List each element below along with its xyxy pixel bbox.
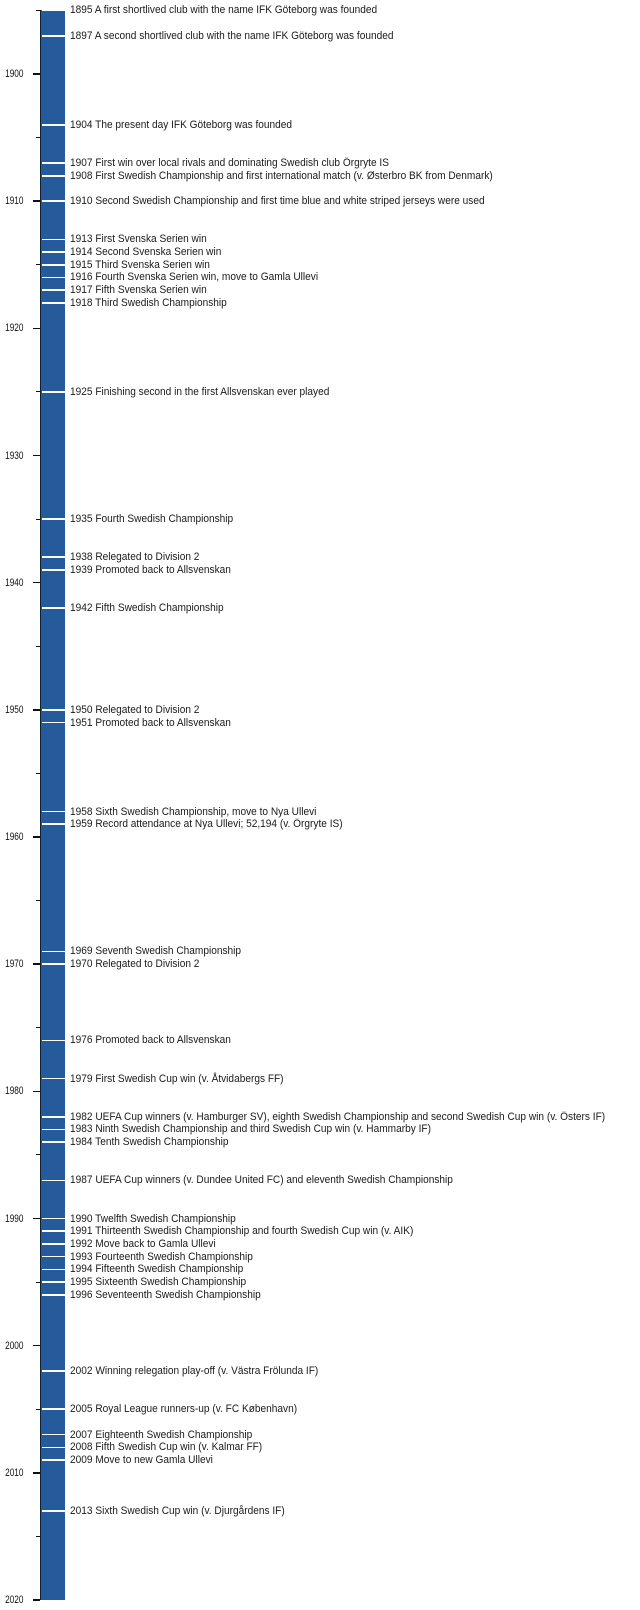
event-year: 1987	[70, 1174, 93, 1187]
major-tick	[33, 1218, 40, 1219]
event-year: 2008	[70, 1441, 93, 1454]
event-text: Second Swedish Championship and first time blue and white striped jerseys were used	[95, 195, 485, 208]
event-text: Fifth Swedish Cup win (v. Kalmar FF)	[95, 1441, 263, 1454]
event-year: 1990	[70, 1212, 93, 1225]
event-text: Relegated to Division 2	[95, 958, 200, 971]
event-year: 1994	[70, 1263, 93, 1276]
event-text: Tenth Swedish Championship	[95, 1136, 229, 1149]
minor-tick	[36, 1154, 40, 1155]
event-line	[42, 1129, 66, 1131]
event-text: Fourth Swedish Championship	[95, 513, 234, 526]
year-label: 1900	[4, 68, 23, 80]
year-label: 1930	[4, 449, 23, 462]
event-text: Seventeenth Swedish Championship	[95, 1288, 261, 1301]
event-text: Relegated to Division 2	[95, 703, 200, 716]
event-label	[70, 1454, 213, 1466]
event-year: 2007	[70, 1428, 93, 1441]
event-text: Second Svenska Serien win	[95, 246, 222, 259]
event-line	[42, 1218, 66, 1220]
event-year: 1907	[70, 157, 93, 170]
event-line	[42, 289, 66, 291]
event-line	[42, 391, 66, 393]
event-year: 1995	[70, 1276, 93, 1289]
event-label	[70, 30, 394, 42]
event-text: Promoted back to Allsvenskan	[95, 1034, 231, 1047]
event-year: 1895	[70, 4, 93, 17]
event-text: Record attendance at Nya Ullevi; 52,194 (v. Örgryte IS)	[95, 818, 343, 831]
event-text: Eighteenth Swedish Championship	[95, 1428, 253, 1441]
event-label	[70, 284, 207, 296]
major-tick	[33, 582, 40, 583]
event-year: 1910	[70, 195, 93, 208]
event-year: 1979	[70, 1072, 93, 1085]
year-label: 1990	[4, 1212, 23, 1225]
event-label	[70, 1034, 231, 1046]
major-tick	[33, 1345, 40, 1346]
event-year: 1942	[70, 602, 93, 615]
event-text: Thirteenth Swedish Championship and fourth Swedish Cup win (v. AIK)	[95, 1225, 414, 1238]
event-line	[42, 1141, 66, 1143]
event-line	[42, 10, 66, 12]
event-line	[42, 1040, 66, 1042]
timeline-bar	[40, 10, 65, 1600]
event-year: 1976	[70, 1034, 93, 1047]
event-label	[70, 4, 377, 16]
event-year: 1992	[70, 1237, 93, 1250]
major-tick	[33, 200, 40, 201]
event-text: Fourth Svenska Serien win, move to Gamla Ullevi	[95, 271, 319, 284]
year-label: 1940	[4, 576, 23, 589]
event-line	[42, 811, 66, 813]
event-line	[42, 1294, 66, 1296]
event-text: Royal League runners-up (v. FC København)	[95, 1403, 298, 1416]
event-label	[70, 1365, 318, 1377]
minor-tick	[36, 519, 40, 520]
major-tick	[33, 1599, 40, 1600]
minor-tick	[36, 773, 40, 774]
event-year: 1904	[70, 118, 93, 131]
event-line	[42, 277, 66, 279]
event-label	[70, 297, 227, 309]
major-tick	[33, 1091, 40, 1092]
event-label	[70, 1276, 246, 1288]
event-year: 2009	[70, 1454, 93, 1467]
event-label	[70, 246, 221, 258]
event-year: 1983	[70, 1123, 93, 1136]
event-text: Twelfth Swedish Championship	[95, 1212, 236, 1225]
event-year: 1959	[70, 818, 93, 831]
minor-tick	[36, 391, 40, 392]
year-label: 1950	[4, 703, 23, 716]
event-label	[70, 1174, 453, 1186]
event-line	[42, 1434, 66, 1436]
event-label	[70, 1136, 228, 1148]
year-label: 2000	[4, 1339, 23, 1352]
event-line	[42, 1370, 66, 1372]
event-label	[70, 1441, 262, 1453]
event-label	[70, 259, 210, 271]
event-label	[70, 818, 343, 830]
event-label	[70, 1251, 253, 1263]
event-line	[42, 1116, 66, 1118]
event-label	[70, 157, 389, 169]
event-year: 1914	[70, 246, 93, 259]
minor-tick	[36, 10, 40, 11]
event-label	[70, 1263, 243, 1275]
major-tick	[33, 709, 40, 710]
event-text: A second shortlived club with the name IFK Göteborg was founded	[94, 29, 394, 42]
event-text: Move to new Gamla Ullevi	[95, 1454, 213, 1467]
event-label	[70, 271, 318, 283]
event-text: Move back to Gamla Ullevi	[95, 1237, 216, 1250]
event-line	[42, 1180, 66, 1182]
major-tick	[33, 963, 40, 964]
major-tick	[33, 328, 40, 329]
event-line	[42, 951, 66, 953]
event-line	[42, 1230, 66, 1232]
event-line	[42, 556, 66, 558]
event-line	[42, 722, 66, 724]
event-text: The present day IFK Göteborg was founded	[95, 118, 293, 131]
event-year: 1938	[70, 551, 93, 564]
event-year: 1935	[70, 513, 93, 526]
event-line	[42, 1078, 66, 1080]
year-label: 2010	[4, 1466, 23, 1479]
event-label	[70, 1429, 252, 1441]
event-year: 2005	[70, 1403, 93, 1416]
event-line	[42, 1256, 66, 1258]
event-text: UEFA Cup winners (v. Dundee United FC) and eleventh Swedish Championship	[95, 1174, 453, 1187]
event-text: Fifth Svenska Serien win	[95, 284, 207, 297]
event-label	[70, 1225, 413, 1237]
event-line	[42, 518, 66, 520]
event-line	[42, 607, 66, 609]
event-line	[42, 1447, 66, 1449]
event-line	[42, 1408, 66, 1410]
event-label	[70, 1238, 216, 1250]
event-label	[70, 195, 485, 207]
event-label	[70, 233, 207, 245]
event-line	[42, 239, 66, 241]
event-text: Ninth Swedish Championship and third Swedish Cup win (v. Hammarby IF)	[95, 1123, 431, 1136]
event-label	[70, 170, 493, 182]
event-line	[42, 302, 66, 304]
event-text: Sixth Swedish Championship, move to Nya Ullevi	[95, 805, 317, 818]
event-year: 1958	[70, 805, 93, 818]
event-label	[70, 704, 199, 716]
year-label: 1970	[4, 958, 23, 971]
event-year: 1939	[70, 563, 93, 576]
event-year: 1993	[70, 1250, 93, 1263]
event-label	[70, 1289, 261, 1301]
event-label	[70, 1073, 284, 1085]
event-label	[70, 1213, 236, 1225]
event-line	[42, 1281, 66, 1283]
event-text: Fifth Swedish Championship	[95, 602, 224, 615]
year-label: 2020	[4, 1594, 23, 1606]
event-line	[42, 35, 66, 37]
event-text: First win over local rivals and dominating Swedish club Örgryte IS	[95, 157, 389, 170]
event-label	[70, 551, 199, 563]
event-year: 1918	[70, 296, 93, 309]
event-year: 1915	[70, 258, 93, 271]
minor-tick	[36, 264, 40, 265]
event-year: 1951	[70, 716, 93, 729]
event-line	[42, 1243, 66, 1245]
event-line	[42, 1510, 66, 1512]
major-tick	[33, 455, 40, 456]
event-text: Relegated to Division 2	[95, 551, 200, 564]
event-year: 1969	[70, 945, 93, 958]
event-label	[70, 1403, 297, 1415]
event-line	[42, 1459, 66, 1461]
event-label	[70, 602, 224, 614]
event-label	[70, 119, 292, 131]
year-label: 1960	[4, 831, 23, 843]
event-text: UEFA Cup winners (v. Hamburger SV), eighth Swedish Championship and second Swedish Cup win (v. Östers IF)	[95, 1110, 606, 1123]
event-label	[70, 806, 316, 818]
year-label: 1920	[4, 322, 23, 335]
event-text: Fourteenth Swedish Championship	[95, 1250, 253, 1263]
minor-tick	[36, 900, 40, 901]
event-text: Sixteenth Swedish Championship	[95, 1276, 247, 1289]
event-text: Seventh Swedish Championship	[95, 945, 242, 958]
event-label	[70, 958, 199, 970]
event-text: Fifteenth Swedish Championship	[95, 1263, 244, 1276]
event-year: 2002	[70, 1365, 93, 1378]
event-year: 1917	[70, 284, 93, 297]
event-year: 1970	[70, 958, 93, 971]
year-label: 1910	[4, 195, 23, 208]
minor-tick	[36, 137, 40, 138]
major-tick	[33, 73, 40, 74]
major-tick	[33, 1472, 40, 1473]
event-line	[42, 175, 66, 177]
event-line	[42, 823, 66, 825]
event-year: 2013	[70, 1504, 93, 1517]
minor-tick	[36, 646, 40, 647]
event-text: First Swedish Cup win (v. Åtvidabergs FF)	[95, 1072, 284, 1085]
minor-tick	[36, 1409, 40, 1410]
minor-tick	[36, 1536, 40, 1537]
event-line	[42, 569, 66, 571]
event-text: Sixth Swedish Cup win (v. Djurgårdens IF)	[95, 1504, 285, 1517]
year-label: 1980	[4, 1085, 23, 1098]
event-line	[42, 1269, 66, 1271]
event-text: Promoted back to Allsvenskan	[95, 716, 231, 729]
event-label	[70, 1111, 605, 1123]
event-text: Promoted back to Allsvenskan	[95, 563, 231, 576]
event-line	[42, 200, 66, 202]
event-label	[70, 1505, 285, 1517]
event-label	[70, 564, 231, 576]
event-text: First Svenska Serien win	[95, 233, 207, 246]
event-year: 1913	[70, 233, 93, 246]
event-text: Third Swedish Championship	[95, 296, 227, 309]
event-year: 1897	[70, 29, 93, 42]
event-year: 1950	[70, 703, 93, 716]
event-year: 1982	[70, 1110, 93, 1123]
event-text: Third Svenska Serien win	[95, 258, 210, 271]
event-line	[42, 251, 66, 253]
event-text: A first shortlived club with the name IFK Göteborg was founded	[94, 4, 378, 17]
event-text: Winning relegation play-off (v. Västra Frölunda IF)	[95, 1365, 319, 1378]
event-label	[70, 513, 233, 525]
event-year: 1908	[70, 169, 93, 182]
event-year: 1991	[70, 1225, 93, 1238]
event-label	[70, 1123, 431, 1135]
event-text: Finishing second in the first Allsvenskan ever played	[95, 385, 330, 398]
event-year: 1925	[70, 385, 93, 398]
event-label	[70, 717, 231, 729]
minor-tick	[36, 1282, 40, 1283]
major-tick	[33, 836, 40, 837]
event-line	[42, 162, 66, 164]
event-line	[42, 963, 66, 965]
event-year: 1984	[70, 1136, 93, 1149]
minor-tick	[36, 1027, 40, 1028]
event-text: First Swedish Championship and first international match (v. Østerbro BK from Denmark)	[95, 169, 493, 182]
event-line	[42, 264, 66, 266]
event-line	[42, 709, 66, 711]
event-label	[70, 386, 329, 398]
event-year: 1916	[70, 271, 93, 284]
event-label	[70, 945, 241, 957]
event-year: 1996	[70, 1288, 93, 1301]
event-line	[42, 124, 66, 126]
